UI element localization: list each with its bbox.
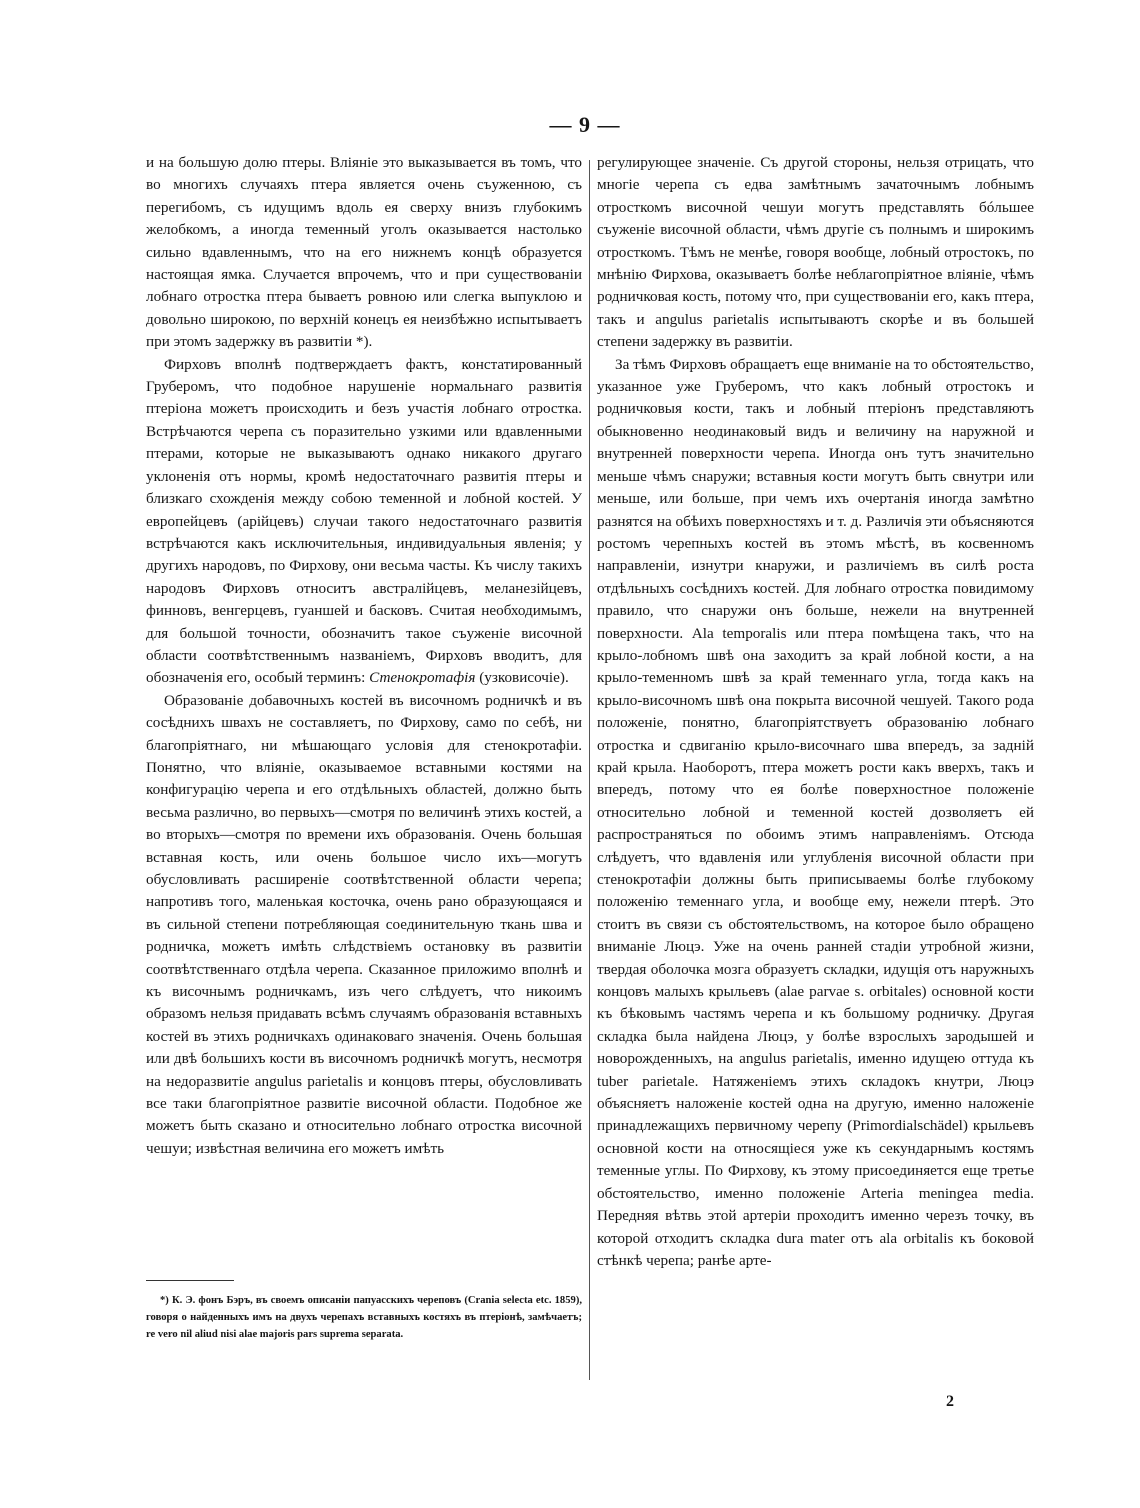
left-column: [146, 152, 582, 1160]
column-divider: [589, 160, 590, 1380]
footnote-rule: [146, 1280, 234, 1281]
left-paragraph-2-tail: (узковисочiе).: [479, 669, 569, 687]
term-stenocrotaphia: Стенокротафiя: [369, 669, 476, 687]
right-paragraph-1: регулирующее значенiе. Съ другой стороны, нельзя отрицать, что многiе черепа съ едва замѣтнымъ зачаточнымъ лобнымъ отросткомъ височной чешуи могутъ представлять бóльшее съуженiе височной области, чѣмъ другiе съ полнымъ и широкимъ отросткомъ. Тѣмъ не менѣе, говоря вообще, лобный отростокъ, по мнѣнiю Фирхова, оказываетъ болѣе неблагопрiятное влiянiе, чѣмъ родничковая кость, потому что, при существованiи его, какъ птера, такъ и angulus parietalis испытываютъ скорѣе и въ большей степени задержку въ развитiи.: [597, 154, 1034, 351]
signature-mark: 2: [946, 1393, 954, 1410]
left-paragraph-2-text: Фирховъ вполнѣ подтверждаетъ фактъ, констатированный Груберомъ, что подобное нарушенiе нормальнаго развитiя птерiона можетъ происходить и безъ участiя лобнаго отростка. Встрѣчаются черепа съ поразительно узкими или вдавленными птерами, которые не выказываютъ однако никакого другаго уклоненiя отъ нормы, кромѣ недостаточнаго развитiя птеры и близкаго схожденiя между собою теменной и лобной костей. У европейцевъ (арiйцевъ) случаи такого недостаточнаго развитiя встрѣчаются какъ исключительныя, индивидуальныя явленiя; у другихъ народовъ, по Фирхову, они весьма часты. Къ числу такихъ народовъ Фирховъ относитъ австралiйцевъ, меланезiйцевъ, финновъ, венгерцевъ, гуаншей и басковъ. Считая необходимымъ, для большой точности, обозначитъ такое съуженiе височной области соотвѣтственнымъ названiемъ, Фирховъ вводитъ, для обозначенiя его, особый терминъ:: [146, 355, 582, 687]
footnote: [146, 1292, 582, 1344]
left-paragraph-1: и на большую долю птеры. Влiянiе это выказывается въ томъ, что во многихъ случаяхъ птера является очень съуженною, съ перегибомъ, съ идущимъ вдоль ея сверху внизъ глубокимъ желобкомъ, а иногда теменный уголъ оказывается настолько сильно вдавленнымъ, что на его нижнемъ концѣ образуется настоящая ямка. Случается впрочемъ, что и при существованiи лобнаго отростка птера бываетъ ровною или слегка выпуклою и довольно широкою, по верхнiй конецъ ея неизбѣжно испытываетъ при этомъ задержку въ развитiи *).: [146, 154, 582, 351]
right-paragraph-2: За тѣмъ Фирховъ обращаетъ еще вниманiе на то обстоятельство, указанное уже Груберомъ, что какъ лобный отростокъ и родничковыя кости, такъ и лобный птерiонъ представляютъ обыкновенно неодинаковый видъ и величину на наружной и внутренней поверхности черепа. Иногда онъ тутъ значительно меньше чѣмъ снаружи; вставныя кости могутъ быть свнутри или меньше, или больше, при чемъ ихъ очертанiя иногда замѣтно разнятся на обѣихъ поверхностяхъ и т. д. Различiя эти объясняются ростомъ черепныхъ костей въ этомъ мѣстѣ, въ косвенномъ направленiи, изнутри кнаружи, и различiемъ въ силѣ роста отдѣльныхъ сосѣднихъ костей. Для лобнаго отростка повидимому правило, что снаружи онъ больше, нежели на внутренней поверхности. Ala temporalis или птера помѣщена такъ, что на крыло-лобномъ швѣ она заходитъ за край лобной кости, а на крыло-теменномъ швѣ за край теменнаго угла, тогда какъ на крыло-височномъ швѣ она покрыта височной чешуей. Такого рода положенiе, понятно, благопрiятствуетъ образованiю лобнаго отростка и сдвиганiю крыло-височнаго шва впередъ, за заднiй край крыла. Наоборотъ, птера можетъ рости какъ вверхъ, такъ и впередъ, потому что ея болѣе поверхностное положенiе относительно лобной и теменной костей дозволяетъ ей распространяться по обоимъ этимъ направленiямъ. Отсюда слѣдуетъ, что вдавленiя или углубленiя височной области при стенокротафiи должны быть приписываемы болѣе глубокому положенiю теменнаго угла, и вообще ему, нежели птерѣ. Это стоитъ въ связи съ обстоятельствомъ, на которое было обращено вниманiе Люцэ. Уже на очень ранней стадiи утробной жизни, твердая оболочка мозга образуетъ складки, идущiя отъ наружныхъ концовъ малыхъ крыльевъ (alae parvae s. orbitales) основной кости къ бѣковымъ частямъ черепа и къ большому родничку. Другая складка была найдена Люцэ, у болѣе взрослыхъ зародышей и новорожденныхъ, на angulus parietalis, именно идущею оттуда къ tuber parietale. Натяженiемъ этихъ складокъ кнутри, Люцэ объясняетъ наложенiе костей одна на другую, именно наложенiе принадлежащихъ первичному черепу (Primordialschädel) крыльевъ основной кости на относящiеся уже къ секундарнымъ костямъ теменные углы. По Фирхову, къ этому присоединяется еще третье обстоятельство, именно положенiе Arteria meningea media. Передняя вѣтвь этой артерiи проходитъ именно черезъ точку, въ которой отходитъ складка dura mater отъ ala orbitalis къ боковой стѣнкѣ черепа; ранѣе арте-: [597, 355, 1034, 1269]
footnote-text: *) К. Э. фонъ Бэръ, въ своемъ описанiи папуасскихъ череповъ (Crania selecta etc. 1859), говоря о найденныхъ имъ на двухъ черепахъ вставныхъ костяхъ въ птерiонѣ, замѣчаетъ; re vero nil aliud nisi alae majoris pars suprema separata.: [146, 1295, 582, 1341]
page-number: — 9 —: [549, 112, 621, 137]
left-paragraph-3: Образованiе добавочныхъ костей въ височномъ родничкѣ и въ сосѣднихъ швахъ не составляетъ, по Фирхову, само по себѣ, ни благопрiятнаго, ни мѣшающаго условiя для стенокротафiи. Понятно, что влiянiе, оказываемое вставными костями на конфигурацiю черепа и его отдѣльныхъ областей, должно быть весьма различно, во первыхъ—смотря по величинѣ этихъ костей, а во вторыхъ—смотря по времени ихъ образованiя. Очень большая вставная кость, или очень большое число ихъ—могутъ обусловливать расширенiе соотвѣтственной области черепа; напротивъ того, маленькая косточка, очень рано образующаяся и въ сильной степени потребляющая соединительную ткань шва и родничка, можетъ имѣть слѣдствiемъ остановку въ развитiи соотвѣтственнаго отдѣла черепа. Сказанное приложимо вполнѣ и къ височнымъ родничкамъ, изъ чего слѣдуетъ, что никоимъ образомъ нельзя придавать всѣмъ случаямъ образованiя вставныхъ костей въ этихъ родничкахъ одинаковаго значенiя. Очень большая или двѣ большихъ кости въ височномъ родничкѣ могутъ, несмотря на недоразвитiе angulus parietalis и концовъ птеры, обусловливать все таки благопрiятное развитiе височной области. Подобное же можетъ быть сказано и относительно лобнаго отростка височной чешуи; извѣстная величина его можетъ имѣть: [146, 691, 582, 1157]
left-paragraph-2: [146, 354, 582, 690]
right-column: [597, 152, 1034, 1272]
